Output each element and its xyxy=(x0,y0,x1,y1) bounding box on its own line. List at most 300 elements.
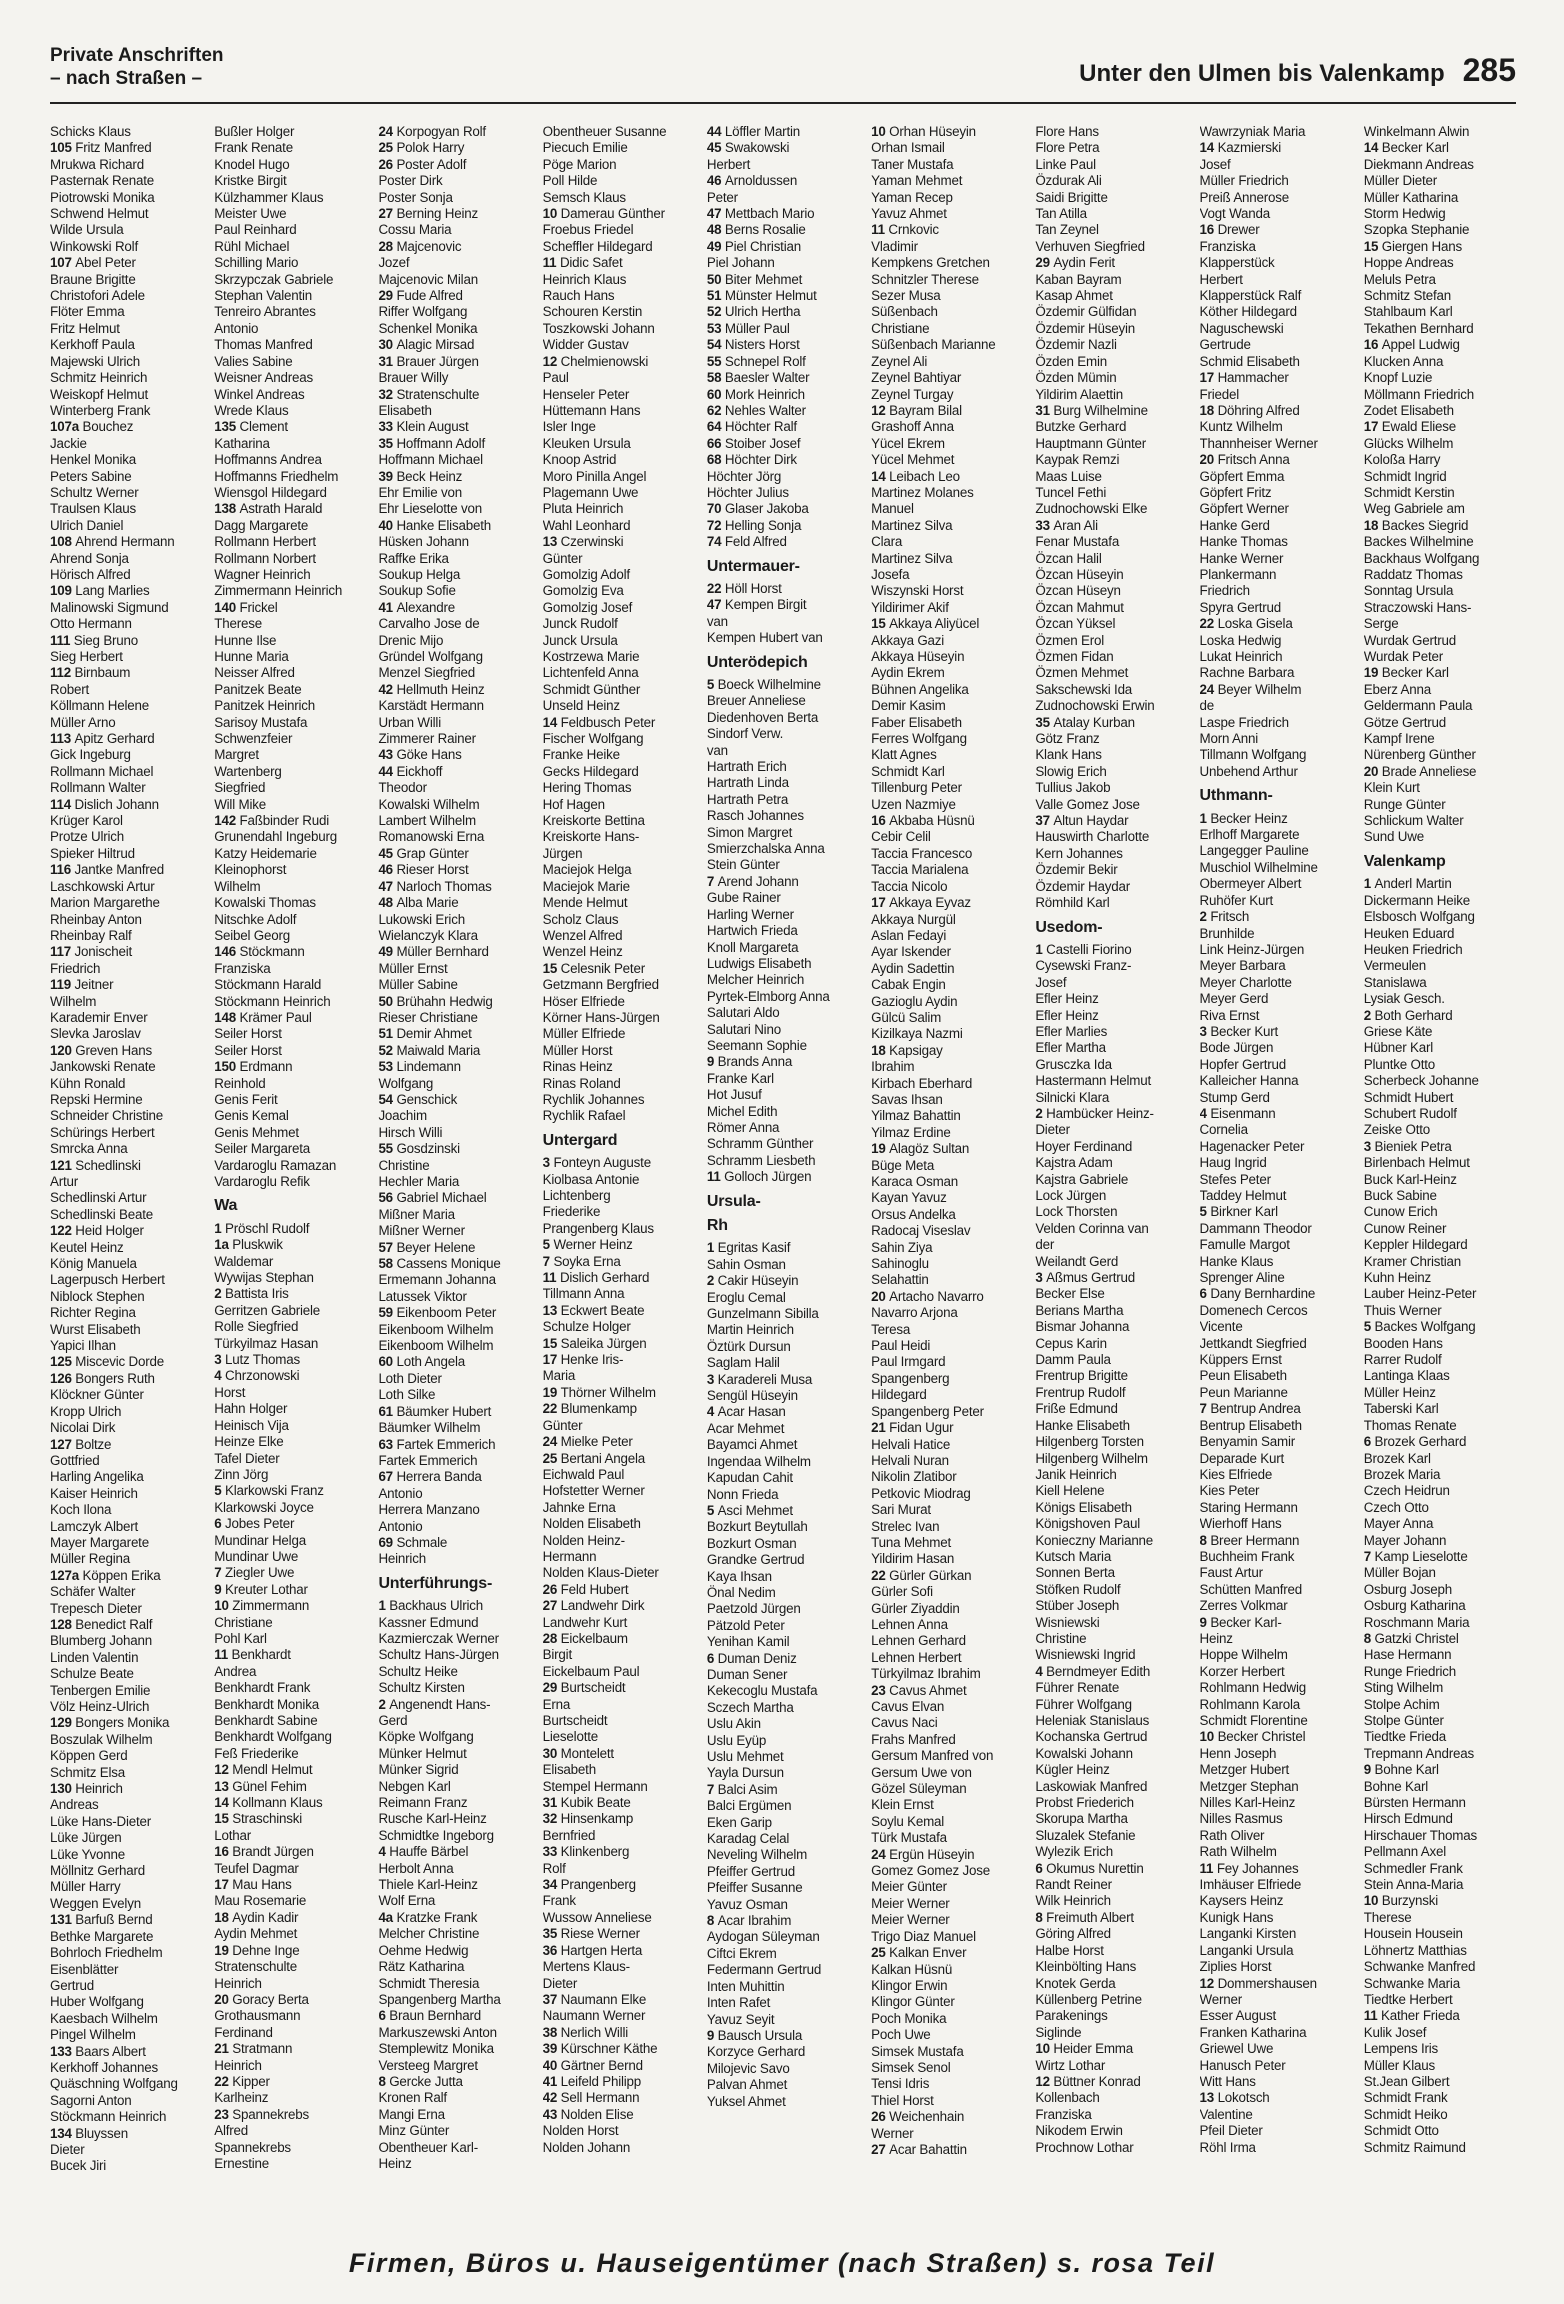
directory-entry: Spieker Hiltrud xyxy=(50,845,135,861)
directory-entry: Salutari Aldo xyxy=(706,1005,780,1021)
directory-entry: Saglam Halil xyxy=(706,1355,780,1371)
directory-entry: Serge xyxy=(1363,616,1399,632)
house-number: 44 xyxy=(706,124,725,139)
directory-entry: Szopka Stephanie xyxy=(1363,222,1470,238)
directory-entry: Möllmann Friedrich xyxy=(1363,386,1475,402)
house-number: 19 xyxy=(542,1384,561,1400)
directory-entry: Hartrath Petra xyxy=(706,791,789,807)
house-number: 62 xyxy=(706,402,725,418)
directory-entry: Mißner Maria xyxy=(378,1206,455,1222)
directory-entry: Schultz Hans-Jürgen xyxy=(378,1647,499,1663)
directory-entry: Backes Wilhelmine xyxy=(1363,534,1474,550)
directory-entry: Verhuven Siegfried xyxy=(1035,238,1145,254)
house-number: 59 xyxy=(378,1305,397,1321)
directory-entry: 63 Fartek Emmerich xyxy=(378,1436,496,1452)
directory-entry: Esser August xyxy=(1199,2008,1277,2024)
directory-entry: Prochnow Lothar xyxy=(1035,2139,1134,2155)
directory-entry: Glücks Wilhelm xyxy=(1363,435,1454,451)
directory-entry: Lehnen Anna xyxy=(871,1616,948,1632)
directory-entry: Rolf xyxy=(542,1860,566,1876)
directory-entry: Sting Wilhelm xyxy=(1363,1680,1444,1696)
directory-entry: Kulik Josef xyxy=(1363,2024,1427,2040)
directory-entry: 107a Bouchez xyxy=(50,419,134,435)
house-number: 12 xyxy=(871,402,890,418)
directory-entry: Hanke Thomas xyxy=(1199,534,1288,550)
directory-entry: 11 Fey Johannes xyxy=(1199,1860,1299,1876)
directory-entry: Höchter Jörg xyxy=(706,468,782,484)
directory-entry: Pohl Karl xyxy=(214,1630,267,1646)
directory-entry: 28 Eickelbaum xyxy=(542,1630,628,1646)
house-number: 14 xyxy=(214,1795,233,1811)
directory-entry: Akkaya Nurgül xyxy=(871,911,956,927)
directory-entry: Nebgen Karl xyxy=(378,1778,451,1794)
directory-entry: Schmidt Heiko xyxy=(1363,2106,1448,2122)
house-number: 48 xyxy=(706,222,725,238)
directory-entry: Eken Garip xyxy=(706,1814,772,1830)
house-number: 7 xyxy=(706,1781,718,1797)
directory-entry: Buck Karl-Heinz xyxy=(1363,1171,1457,1187)
directory-entry: 121 Schedlinski xyxy=(50,1157,141,1173)
directory-entry: Vladimir xyxy=(871,238,918,254)
directory-entry: 40 Gärtner Bernd xyxy=(542,2057,643,2073)
directory-entry: Königshoven Paul xyxy=(1035,1516,1141,1532)
directory-entry: Uslu Mehmet xyxy=(706,1749,784,1764)
directory-entry: Cepus Karin xyxy=(1035,1335,1107,1351)
directory-entry: 130 Heinrich xyxy=(50,1781,123,1797)
directory-entry: 134 Bluyssen xyxy=(50,2125,128,2141)
directory-entry: 12 Chelmienowski xyxy=(542,353,649,369)
directory-entry: Neveling Wilhelm xyxy=(706,1847,808,1863)
directory-entry: Seiler Horst xyxy=(214,1042,282,1058)
directory-entry: Özdemir Bekir xyxy=(1035,862,1118,878)
directory-entry: Bohrloch Friedhelm xyxy=(50,1945,163,1961)
directory-entry: Lantinga Klaas xyxy=(1363,1368,1450,1384)
house-number: 24 xyxy=(1199,681,1218,697)
directory-entry: Efler Heinz xyxy=(1035,991,1099,1007)
directory-entry: Soylu Kemal xyxy=(871,1813,945,1829)
directory-entry: Yavuz Osman xyxy=(706,1896,788,1912)
directory-entry: Zeiske Otto xyxy=(1363,1122,1431,1138)
directory-entry: Schmidt Hubert xyxy=(1363,1089,1454,1105)
directory-entry: Bentrup Elisabeth xyxy=(1199,1417,1302,1433)
directory-entry: Gözel Süleyman xyxy=(871,1781,967,1797)
directory-entry: Kiell Helene xyxy=(1035,1483,1105,1499)
directory-entry: Lehnen Herbert xyxy=(871,1649,962,1665)
house-number: 14 xyxy=(1199,140,1218,156)
directory-entry: Pasternak Renate xyxy=(50,173,154,189)
directory-entry: Markuszewski Anton xyxy=(378,2024,497,2040)
directory-entry: 30 Montelett xyxy=(542,1745,614,1761)
directory-entry: Thomas Manfred xyxy=(214,337,313,353)
house-number: 1 xyxy=(378,1598,390,1614)
directory-entry: 5 Backes Wolfgang xyxy=(1363,1319,1476,1335)
house-number: 36 xyxy=(542,1942,561,1958)
directory-entry: Heuken Eduard xyxy=(1363,925,1455,941)
directory-entry: Breuer Anneliese xyxy=(706,693,806,709)
directory-entry: 67 Herrera Banda xyxy=(378,1469,482,1485)
directory-entry: Isler Inge xyxy=(542,419,596,435)
house-number: 17 xyxy=(1199,370,1218,386)
directory-entry: van xyxy=(706,742,728,758)
house-number: 47 xyxy=(378,878,397,894)
directory-entry: Schmitz Heinrich xyxy=(50,370,148,386)
directory-entry: 111 Sieg Bruno xyxy=(50,632,139,648)
directory-entry: Vermeulen xyxy=(1363,958,1426,974)
directory-entry: Poster Dirk xyxy=(378,173,443,189)
directory-entry: Eikenboom Wilhelm xyxy=(378,1338,494,1354)
house-number: 15 xyxy=(871,616,890,632)
directory-entry: Klöckner Günter xyxy=(50,1387,144,1403)
directory-entry: Süßenbach xyxy=(871,304,938,320)
directory-entry: Stanislawa xyxy=(1363,974,1427,990)
directory-entry: Hüttemann Hans xyxy=(542,402,641,418)
house-number: 48 xyxy=(378,895,397,911)
directory-entry: Flore Hans xyxy=(1035,124,1099,139)
directory-entry: 19 Alagöz Sultan xyxy=(871,1141,970,1157)
directory-entry: 22 Blumenkamp xyxy=(542,1401,637,1417)
directory-entry: Sagorni Anton xyxy=(50,2092,132,2108)
directory-entry: Unbehend Arthur xyxy=(1199,763,1298,779)
directory-entry: Spannekrebs xyxy=(214,2139,291,2155)
house-number: 29 xyxy=(378,288,397,304)
house-number: 3 xyxy=(1035,1270,1047,1286)
directory-entry: Gottfried xyxy=(50,1452,100,1468)
house-number: 51 xyxy=(378,1026,397,1042)
house-number: 4 xyxy=(1199,1105,1211,1121)
house-number: 113 xyxy=(50,731,75,747)
directory-entry: Kowalski Wilhelm xyxy=(378,796,480,812)
directory-entry: Kühn Ronald xyxy=(50,1075,126,1091)
directory-entry: Halbe Horst xyxy=(1035,1942,1104,1958)
directory-entry: Rasch Johannes xyxy=(706,808,804,824)
house-number: 66 xyxy=(706,435,725,451)
directory-entry: Therese xyxy=(1363,1909,1412,1925)
directory-entry: Manuel xyxy=(871,501,914,517)
directory-entry: Ciftci Ekrem xyxy=(706,1945,777,1961)
directory-entry: Rolle Siegfried xyxy=(214,1319,299,1335)
directory-entry: Silnicki Klara xyxy=(1035,1089,1110,1105)
directory-entry: Braune Brigitte xyxy=(50,271,136,287)
directory-entry: 44 Eickhoff xyxy=(378,763,443,779)
house-number: 45 xyxy=(378,845,397,861)
directory-entry: Staring Hermann xyxy=(1199,1499,1298,1515)
directory-entry: 129 Bongers Monika xyxy=(50,1715,170,1731)
directory-entry: Spangenberg Peter xyxy=(871,1403,984,1419)
directory-entry: Housein Housein xyxy=(1363,1926,1463,1942)
house-number: 18 xyxy=(871,1042,890,1058)
directory-entry: Karadag Celal xyxy=(706,1831,790,1847)
directory-entry: Harling Angelika xyxy=(50,1469,144,1485)
directory-entry: Pöge Marion xyxy=(542,156,617,172)
house-number: 1 xyxy=(1035,941,1047,957)
directory-entry: Herbolt Anna xyxy=(378,1860,454,1876)
directory-entry: Horst xyxy=(214,1384,246,1400)
directory-entry: Kaesbach Wilhelm xyxy=(50,2010,158,2026)
directory-entry: 46 Arnoldussen xyxy=(706,173,798,189)
directory-entry: Klucken Anna xyxy=(1363,353,1444,369)
directory-entry: Ernestine xyxy=(214,2155,269,2171)
directory-entry: Ingendaa Wilhelm xyxy=(706,1453,811,1469)
directory-entry: 1 Pröschl Rudolf xyxy=(214,1220,310,1236)
directory-entry: Panitzek Heinrich xyxy=(214,698,316,714)
directory-entry: Margret xyxy=(214,747,259,763)
directory-entry: Yavuz Seyit xyxy=(706,2011,775,2027)
directory-entry: Ferdinand xyxy=(214,2024,273,2040)
directory-entry: Frank Renate xyxy=(214,140,293,156)
house-number: 49 xyxy=(706,238,725,254)
directory-entry: 72 Helling Sonja xyxy=(706,517,802,533)
directory-entry: Wenzel Heinz xyxy=(542,944,623,960)
directory-entry: Gomolzig Eva xyxy=(542,583,624,599)
directory-entry: Schmidt Otto xyxy=(1363,2123,1439,2139)
directory-entry: Sakschewski Ida xyxy=(1035,681,1133,697)
house-number: 60 xyxy=(706,386,725,402)
directory-entry: Rachne Barbara xyxy=(1199,665,1295,681)
directory-entry: Heinrich xyxy=(214,2057,262,2073)
directory-entry: Göpfert Fritz xyxy=(1199,484,1272,500)
directory-entry: Özcan Yüksel xyxy=(1035,616,1116,632)
house-number: 68 xyxy=(706,452,725,468)
directory-entry: Radocaj Viseslav xyxy=(871,1223,971,1239)
directory-entry: Hering Thomas xyxy=(542,780,632,796)
house-number: 6 xyxy=(1363,1434,1375,1450)
directory-entry: 6 Okumus Nurettin xyxy=(1035,1860,1144,1876)
house-number: 10 xyxy=(871,124,890,139)
directory-entry: 4 Hauffe Bärbel xyxy=(378,1844,469,1860)
house-number: 3 xyxy=(1199,1023,1211,1039)
directory-entry: 127 Boltze xyxy=(50,1436,112,1452)
directory-entry: Kowalski Thomas xyxy=(214,895,316,911)
directory-entry: 10 Orhan Hüseyin xyxy=(871,124,976,139)
house-number: 72 xyxy=(706,517,725,533)
directory-entry: Gube Rainer xyxy=(706,890,781,906)
directory-entry: Knopf Luzie xyxy=(1363,370,1433,386)
directory-entry: Cebir Celil xyxy=(871,829,931,845)
directory-entry: Spangenberg Martha xyxy=(378,1991,501,2007)
directory-entry: Christiane xyxy=(871,320,930,336)
directory-entry: Ahrend Sonja xyxy=(50,550,129,566)
directory-entry: Taccia Francesco xyxy=(871,845,973,861)
directory-entry: Schmidtke Ingeborg xyxy=(378,1827,494,1843)
directory-entry: Kempkens Gretchen xyxy=(871,255,990,271)
directory-entry: Huber Wolfgang xyxy=(50,1994,144,2010)
directory-entry: Franziska xyxy=(214,960,271,976)
directory-entry: 108 Ahrend Hermann xyxy=(50,534,175,550)
directory-entry: Schmidt Ingrid xyxy=(1363,468,1447,484)
directory-entry: 41 Leifeld Philipp xyxy=(542,2073,642,2089)
directory-entry: Rheinbay Ralf xyxy=(50,927,132,943)
directory-entry: 23 Cavus Ahmet xyxy=(871,1682,967,1698)
directory-entry: Tuncel Fethi xyxy=(1035,484,1107,500)
directory-entry: Rychlik Rafael xyxy=(542,1108,626,1124)
house-number: 8 xyxy=(1363,1630,1375,1646)
directory-entry: 25 Kalkan Enver xyxy=(871,1945,967,1961)
directory-entry: Teresa xyxy=(871,1321,911,1337)
directory-entry: Christine xyxy=(1035,1630,1087,1646)
directory-entry: Nolden Heinz- xyxy=(542,1532,625,1548)
page-title: Unter den Ulmen bis Valenkamp xyxy=(1079,60,1445,87)
directory-entry: 17 Mau Hans xyxy=(214,1877,292,1893)
directory-entry: Acar Mehmet xyxy=(706,1420,785,1436)
directory-entry: 7 Ziegler Uwe xyxy=(214,1565,295,1581)
directory-entry: Höchter Julius xyxy=(706,484,789,500)
directory-entry: Drenic Mijo xyxy=(378,632,444,648)
directory-entry: Simsek Senol xyxy=(871,2059,951,2075)
directory-entry: Otto Hermann xyxy=(50,616,132,632)
directory-entry: Linden Valentin xyxy=(50,1649,139,1665)
directory-entry: Wilde Ursula xyxy=(50,222,124,238)
house-number: 20 xyxy=(214,1991,233,2007)
directory-entry: Loth Dieter xyxy=(378,1370,442,1386)
directory-entry: 7 Arend Johann xyxy=(706,873,799,889)
directory-entry: 47 Kempen Birgit xyxy=(706,597,807,613)
directory-entry: Genis Ferit xyxy=(214,1091,278,1107)
directory-entry: Reinhold xyxy=(214,1075,266,1091)
directory-entry: Thuis Werner xyxy=(1363,1302,1442,1318)
directory-entry: Mertens Klaus- xyxy=(542,1959,630,1975)
directory-entry: Lambert Wilhelm xyxy=(378,813,476,829)
directory-entry: Pingel Wilhelm xyxy=(50,2027,136,2043)
directory-entry: Wiensgol Hildegard xyxy=(214,484,327,500)
house-number: 126 xyxy=(50,1370,76,1386)
directory-entry: Loska Hedwig xyxy=(1199,632,1282,648)
directory-entry: Brozek Karl xyxy=(1363,1450,1431,1466)
directory-entry: 12 Mendl Helmut xyxy=(214,1762,313,1778)
house-number: 55 xyxy=(378,1141,397,1157)
directory-entry: 127a Köppen Erika xyxy=(50,1567,161,1583)
directory-entry: Zeynel Ali xyxy=(871,353,928,369)
house-number: 1 xyxy=(214,1220,225,1236)
directory-entry: 35 Atalay Kurban xyxy=(1035,714,1135,730)
directory-entry: 12 Dommershausen xyxy=(1199,1975,1317,1991)
directory-entry: Vardaroglu Ramazan xyxy=(214,1157,337,1173)
directory-entry: Schmidt Florentine xyxy=(1199,1713,1308,1728)
house-number: 55 xyxy=(706,353,725,369)
directory-entry: 5 Werner Heinz xyxy=(542,1237,633,1253)
directory-entry: Stöckmann Heinrich xyxy=(214,993,331,1009)
directory-entry: Schultz Werner xyxy=(50,484,139,500)
directory-entry: 11 Crnkovic xyxy=(871,222,939,238)
house-number: 28 xyxy=(378,238,397,254)
directory-entry: Müller Horst xyxy=(542,1042,613,1058)
directory-entry: Ruhöfer Kurt xyxy=(1199,892,1274,908)
directory-entry: Dieter xyxy=(542,1975,578,1991)
directory-entry: Kreiskorte Bettina xyxy=(542,813,645,829)
directory-entry: Heinrich xyxy=(378,1551,426,1567)
directory-entry: Kajstra Gabriele xyxy=(1035,1171,1129,1187)
street-heading: Usedom- xyxy=(1035,919,1103,936)
directory-entry: Önal Nedim xyxy=(706,1584,776,1600)
directory-entry: Salutari Nino xyxy=(706,1021,781,1037)
directory-entry: Sahin Osman xyxy=(706,1256,786,1272)
directory-entry: 36 Hartgen Herta xyxy=(542,1942,643,1958)
house-number: 49 xyxy=(378,944,397,960)
directory-entry: Rath Wilhelm xyxy=(1199,1844,1277,1860)
street-heading: Wa xyxy=(214,1198,238,1215)
directory-entry: Nilles Karl-Heinz xyxy=(1199,1795,1296,1811)
directory-entry: 44 Löffler Martin xyxy=(706,124,800,139)
directory-entry: Mundinar Uwe xyxy=(214,1548,299,1564)
directory-entry: Cossu Maria xyxy=(378,222,452,238)
house-number: 70 xyxy=(706,501,725,517)
directory-entry: Seiler Horst xyxy=(214,1026,282,1042)
directory-entry: Soukup Sofie xyxy=(378,583,456,599)
directory-entry: Klarkowski Joyce xyxy=(214,1499,314,1515)
house-number: 8 xyxy=(378,2073,390,2089)
directory-entry: Müller Dieter xyxy=(1363,173,1438,189)
directory-entry: Schmitz Raimund xyxy=(1363,2139,1466,2155)
directory-entry: 45 Grap Günter xyxy=(378,845,469,861)
directory-entry: Sari Murat xyxy=(871,1502,931,1518)
directory-entry: Wierhoff Hans xyxy=(1199,1516,1282,1532)
directory-entry: van xyxy=(706,613,728,629)
directory-entry: Griewel Uwe xyxy=(1199,2041,1274,2057)
house-number: 8 xyxy=(1035,1909,1047,1925)
house-number: 2 xyxy=(214,1286,225,1302)
house-number: 9 xyxy=(1363,1762,1375,1778)
directory-entry: 107 Abel Peter xyxy=(50,255,136,271)
directory-entry: 16 Appel Ludwig xyxy=(1363,337,1460,353)
directory-entry: 31 Kubik Beate xyxy=(542,1795,631,1811)
directory-entry: 146 Stöckmann xyxy=(214,944,305,960)
directory-entry: Müller Klaus xyxy=(1363,2057,1436,2073)
directory-entry: Klapperstück xyxy=(1199,255,1275,271)
directory-entry: Orsus Andelka xyxy=(871,1206,956,1222)
house-number: 138 xyxy=(214,501,240,517)
directory-entry: Michel Edith xyxy=(706,1103,778,1119)
house-number: 114 xyxy=(50,796,75,812)
directory-entry: 9 Bohne Karl xyxy=(1363,1762,1439,1778)
directory-entry: 5 Boeck Wilhelmine xyxy=(706,677,821,692)
directory-entry: Taberski Karl xyxy=(1363,1401,1439,1417)
directory-entry: Münker Helmut xyxy=(378,1745,467,1761)
directory-entry: 117 Jonischeit xyxy=(50,944,133,960)
house-number: 10 xyxy=(1035,2041,1054,2057)
directory-entry: 8 Gatzki Christel xyxy=(1363,1630,1459,1646)
directory-entry: Clara xyxy=(871,534,903,550)
house-number: 64 xyxy=(706,419,725,435)
directory-entry: 14 Feldbusch Peter xyxy=(542,714,656,730)
directory-entry: 55 Gosdzinski xyxy=(378,1141,460,1157)
directory-entry: Preiß Annerose xyxy=(1199,189,1290,205)
directory-entry: Römhild Karl xyxy=(1035,895,1110,911)
directory-entry: 14 Kollmann Klaus xyxy=(214,1795,323,1811)
directory-entry: Orhan Ismail xyxy=(871,140,945,156)
house-number: 105 xyxy=(50,140,76,156)
house-number: 18 xyxy=(1199,402,1218,418)
directory-entry: Savas Ihsan xyxy=(871,1091,943,1107)
directory-entry: Melcher Heinrich xyxy=(706,972,805,988)
directory-entry: Seiler Margareta xyxy=(214,1141,311,1157)
directory-entry: Özcan Hüseyn xyxy=(1035,583,1121,599)
directory-entry: Inten Rafet xyxy=(706,1995,771,2011)
directory-entry: 62 Nehles Walter xyxy=(706,402,806,418)
directory-entry: Randt Reiner xyxy=(1035,1877,1112,1893)
house-number: 5 xyxy=(1199,1204,1211,1220)
directory-entry: Schäfer Walter xyxy=(50,1584,136,1600)
street-heading: Unterführungs- xyxy=(378,1575,493,1592)
directory-entry: 42 Sell Hermann xyxy=(542,2090,640,2106)
house-number: 17 xyxy=(871,895,890,911)
directory-entry: Romanowski Erna xyxy=(378,829,485,845)
house-number: 17 xyxy=(214,1877,233,1893)
directory-entry: 7 Balci Asim xyxy=(706,1781,778,1797)
directory-entry: Feß Friederike xyxy=(214,1745,299,1761)
directory-entry: Wisniewski xyxy=(1035,1614,1100,1630)
directory-entry: 40 Hanke Elisabeth xyxy=(378,517,491,533)
directory-entry: Selahattin xyxy=(871,1272,929,1288)
directory-entry: Gunzelmann Sibilla xyxy=(706,1306,819,1322)
